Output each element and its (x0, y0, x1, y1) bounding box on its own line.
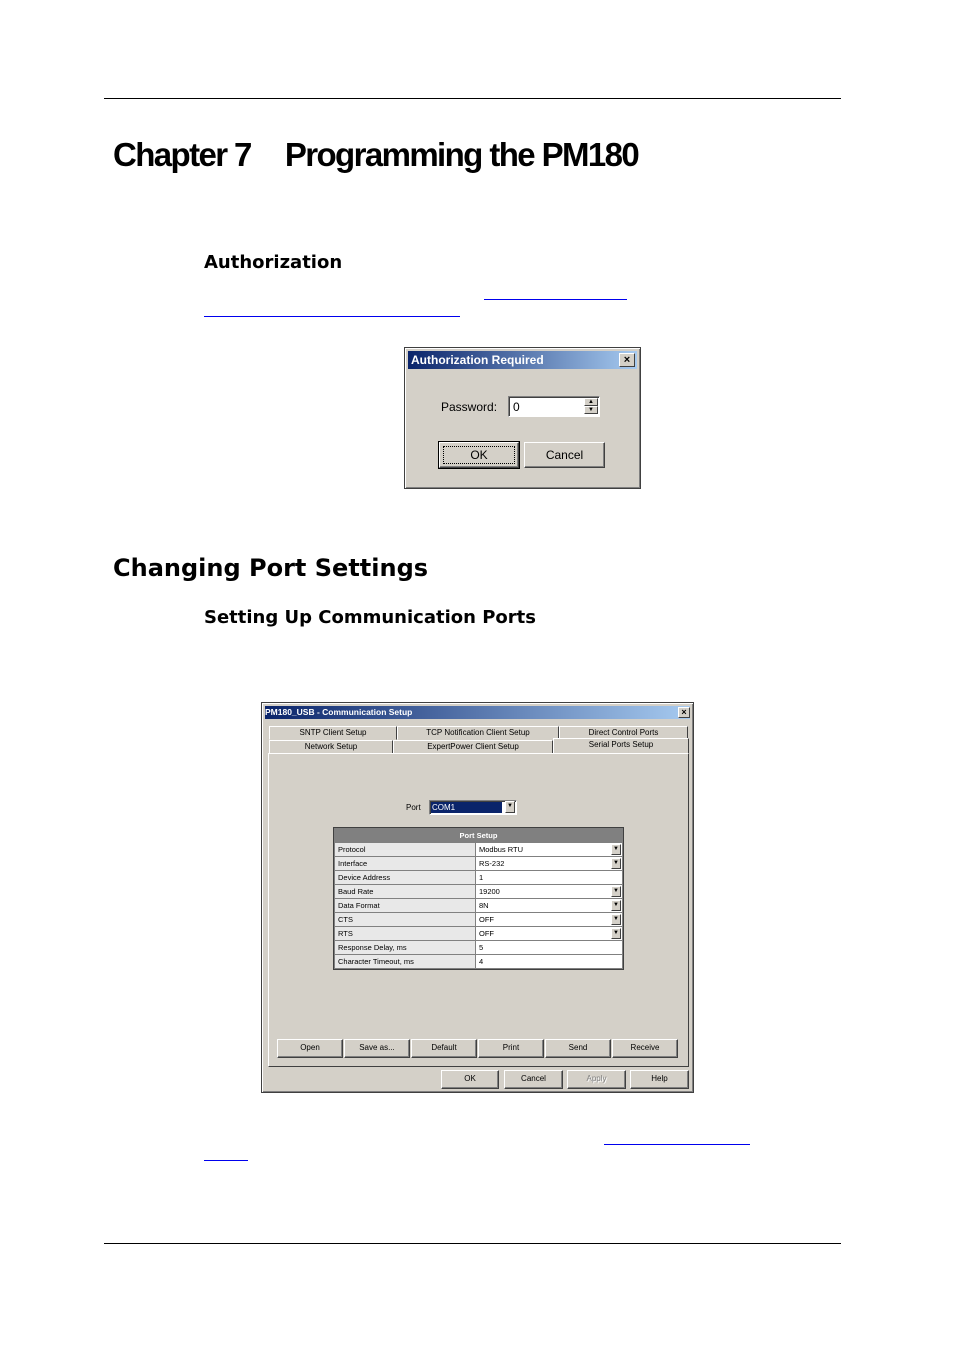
row-value-text: 19200 (479, 887, 500, 896)
button-label: Open (300, 1043, 320, 1052)
table-row (335, 899, 623, 913)
row-value[interactable] (476, 955, 623, 969)
tab-network-setup[interactable] (269, 740, 393, 754)
table-row (335, 941, 623, 955)
authorization-dialog (404, 347, 641, 489)
button-label: Default (431, 1043, 457, 1052)
print-button[interactable] (478, 1039, 544, 1058)
button-label: Apply (586, 1074, 607, 1083)
link-underline-4[interactable] (204, 1160, 248, 1161)
table-row (335, 913, 623, 927)
button-label: Receive (630, 1043, 660, 1052)
chevron-down-icon[interactable]: ▼ (505, 801, 515, 813)
comm-titlebar (265, 706, 690, 719)
row-value[interactable] (476, 941, 623, 955)
table-row (335, 885, 623, 899)
setting-up-ports-heading: Setting Up Communication Ports (204, 607, 536, 628)
chevron-down-icon[interactable]: ▼ (611, 886, 621, 897)
password-value: 0 (513, 400, 520, 414)
cancel-button[interactable] (524, 442, 605, 468)
button-label: Save as... (359, 1043, 395, 1052)
ok-button[interactable] (439, 442, 519, 468)
chevron-down-icon[interactable]: ▼ (611, 928, 621, 939)
chevron-down-icon[interactable]: ▼ (611, 914, 621, 925)
tab-sntp-client-setup[interactable] (269, 726, 397, 740)
chapter-title: Programming the PM180 (284, 136, 639, 173)
chevron-down-icon[interactable]: ▼ (611, 858, 621, 869)
header-rule (104, 98, 841, 99)
open-button[interactable] (277, 1039, 343, 1058)
table-row (335, 871, 623, 885)
chapter-heading (113, 136, 638, 174)
chapter-number: Chapter 7 (113, 136, 251, 173)
ok-button[interactable] (441, 1070, 499, 1089)
password-label: Password: (441, 400, 498, 414)
row-label: Character Timeout, ms (335, 955, 476, 969)
auth-title: Authorization Required (411, 353, 544, 367)
close-icon[interactable]: × (619, 353, 635, 367)
row-value-text: 8N (479, 901, 489, 910)
row-value-text: 5 (479, 943, 484, 952)
tab-label: SNTP Client Setup (299, 728, 367, 737)
cancel-button[interactable] (504, 1070, 563, 1089)
row-value[interactable] (476, 913, 623, 927)
tab-panel (268, 753, 689, 1067)
row-label: Interface (335, 857, 476, 871)
row-label: Protocol (335, 843, 476, 857)
row-value[interactable] (476, 843, 623, 857)
password-input[interactable] (508, 396, 600, 417)
communication-setup-dialog (261, 702, 694, 1093)
table-row (335, 927, 623, 941)
tab-serial-ports-setup[interactable] (553, 738, 689, 753)
tab-label: Serial Ports Setup (588, 740, 654, 749)
footer-rule (104, 1243, 841, 1244)
row-label: Device Address (335, 871, 476, 885)
button-label: Print (502, 1043, 520, 1052)
button-label: Send (568, 1043, 588, 1052)
close-icon[interactable]: × (678, 707, 690, 718)
default-button[interactable] (411, 1039, 477, 1058)
port-select[interactable] (429, 800, 517, 815)
port-setup-table (334, 828, 623, 969)
tab-label: Network Setup (304, 742, 358, 751)
button-label: Help (651, 1074, 668, 1083)
chevron-down-icon[interactable]: ▼ (611, 844, 621, 855)
link-underline-2[interactable] (204, 316, 460, 317)
row-value[interactable] (476, 899, 623, 913)
table-row (335, 843, 623, 857)
row-value[interactable] (476, 871, 623, 885)
row-value-text: Modbus RTU (479, 845, 524, 854)
table-row (335, 955, 623, 969)
link-underline-3[interactable] (604, 1144, 750, 1145)
row-value-text: 1 (479, 873, 484, 882)
row-label: RTS (335, 927, 476, 941)
port-setup-header: Port Setup (335, 829, 623, 843)
port-value: COM1 (431, 802, 502, 813)
row-value[interactable] (476, 927, 623, 941)
spinner-up-icon[interactable]: ▲ (584, 398, 598, 406)
row-value-text: 4 (479, 957, 484, 966)
tab-tcp-notification-client-setup[interactable] (397, 726, 559, 740)
cancel-label: Cancel (545, 448, 584, 462)
row-label: Response Delay, ms (335, 941, 476, 955)
link-underline-1[interactable] (484, 299, 627, 300)
tab-expertpower-client-setup[interactable] (393, 740, 553, 754)
help-button[interactable] (630, 1070, 689, 1089)
row-value-text: OFF (479, 929, 494, 938)
authorization-heading: Authorization (204, 252, 343, 273)
row-value-text: RS-232 (479, 859, 505, 868)
auth-titlebar (408, 351, 637, 369)
port-label: Port (406, 803, 421, 812)
row-label: CTS (335, 913, 476, 927)
row-value-text: OFF (479, 915, 494, 924)
comm-title: PM180_USB - Communication Setup (265, 707, 413, 717)
tab-label: Direct Control Ports (588, 728, 659, 737)
row-value[interactable] (476, 885, 623, 899)
tab-label: TCP Notification Client Setup (426, 728, 530, 737)
ok-label: OK (443, 446, 514, 464)
receive-button[interactable] (612, 1039, 678, 1058)
spinner-down-icon[interactable]: ▼ (584, 406, 598, 414)
button-label: OK (464, 1074, 476, 1083)
row-label: Baud Rate (335, 885, 476, 899)
row-label: Data Format (335, 899, 476, 913)
button-label: Cancel (521, 1074, 546, 1083)
row-value[interactable] (476, 857, 623, 871)
chevron-down-icon[interactable]: ▼ (611, 900, 621, 911)
send-button[interactable] (545, 1039, 611, 1058)
save-as-button[interactable] (344, 1039, 410, 1058)
changing-port-settings-heading: Changing Port Settings (113, 554, 429, 582)
apply-button[interactable] (567, 1070, 626, 1089)
tab-label: ExpertPower Client Setup (427, 742, 519, 751)
table-row (335, 857, 623, 871)
